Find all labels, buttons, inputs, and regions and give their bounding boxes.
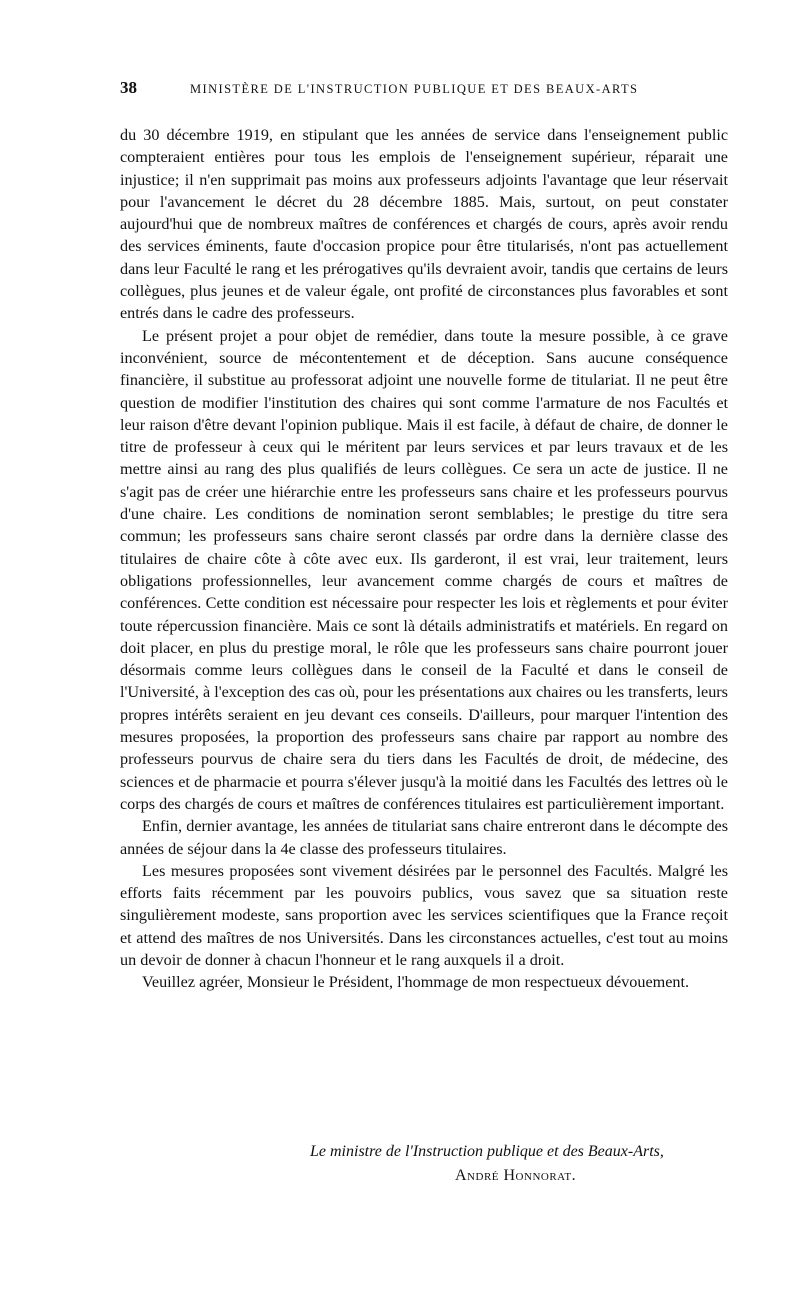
running-title: MINISTÈRE DE L'INSTRUCTION PUBLIQUE ET DES BEAUX-ARTS	[190, 82, 639, 96]
paragraph-1: du 30 décembre 1919, en stipulant que les années de service dans l'enseignement public compteraient entières pour tous les emplois de l'enseignement supérieur, réparait une injustice; il n'en supprimait pas moins aux professeurs adjoints l'avantage que leur réservait pour l'avancement le décret du 28 décembre 1885. Mais, surtout, on peut constater aujourd'hui que de nombreux maîtres de conférences et chargés de cours, après avoir rendu des services éminents, faute d'occasion propice pour être titularisés, n'ont pas actuellement dans leur Faculté le rang et les prérogatives qu'ils devraient avoir, tandis que certains de leurs collègues, plus jeunes et de valeur égale, ont profité de circonstances plus favorables et sont entrés dans le cadre des professeurs.	[120, 126, 728, 323]
paragraph-5: Veuillez agréer, Monsieur le Président, l'hommage de mon respectueux dévouement.	[142, 973, 690, 992]
body-text	[120, 124, 728, 994]
paragraph-4: Les mesures proposées sont vivement désirées par le personnel des Facultés. Malgré les efforts faits récemment par les pouvoirs publics, vous savez que sa situation reste singulièrement modeste, sans proportion avec les services scientifiques que la France reçoit et attend des maîtres de nos Universités. Dans les circonstances actuelles, c'est tout au moins un devoir de donner à chacun l'honneur et le rang auxquels il a droit.	[120, 861, 728, 969]
signatory-title: Le ministre de l'Instruction publique et des Beaux-Arts,	[310, 1143, 664, 1160]
page-header	[120, 78, 740, 98]
paragraph-3: Enfin, dernier avantage, les années de titulariat sans chaire entreront dans le décompte des années de séjour dans la 4e classe des professeurs titulaires.	[120, 817, 728, 858]
page-number: 38	[120, 78, 137, 97]
signatory-name: André Honnorat.	[455, 1167, 577, 1184]
paragraph-2: Le présent projet a pour objet de remédier, dans toute la mesure possible, à ce grave inconvénient, source de mécontentement et de déception. Sans aucune conséquence financière, il substitue au professorat adjoint une nouvelle forme de titulariat. Il ne peut être question de modifier l'institution des chaires qui sont comme l'armature de nos Facultés et leur raison d'être devant l'opinion publique. Mais il est facile, à défaut de chaire, de donner le titre de professeur à ceux qui le méritent par leurs services et par leurs travaux et de les mettre ainsi au rang des plus qualifiés de leurs collègues. Ce sera un acte de justice. Il ne s'agit pas de créer une hiérarchie entre les professeurs sans chaire et les professeurs pourvus d'une chaire. Les conditions de nomination seront semblables; le prestige du titre sera commun; les professeurs sans chaire seront classés par ordre dans la dernière classe des titulaires de chaire côte à côte avec eux. Ils garderont, il est vrai, leur traitement, leurs obligations professionnelles, leur avancement comme chargés de cours et maîtres de conférences. Cette condition est nécessaire pour respecter les lois et règlements et pour éviter toute répercussion financière. Mais ce sont là détails administratifs et matériels. En regard on doit placer, en plus du prestige moral, le rôle que les professeurs sans chaire pourront jouer désormais comme leurs collègues dans le conseil de la Faculté et dans le conseil de l'Université, à l'exception des cas où, pour les présentations aux chaires ou les transferts, leurs propres intérêts seraient en jeu devant ces conseils. D'ailleurs, pour marquer l'intention des mesures proposées, la proportion des professeurs sans chaire par rapport au nombre des professeurs pourvus de chaire sera du tiers dans les Facultés de droit, de médecine, des sciences et de pharmacie et pourra s'élever jusqu'à la moitié dans les Facultés des lettres où le corps des chargés de cours et maîtres de conférences titulaires est particulièrement important.	[120, 326, 728, 813]
signature-block	[310, 1140, 740, 1188]
